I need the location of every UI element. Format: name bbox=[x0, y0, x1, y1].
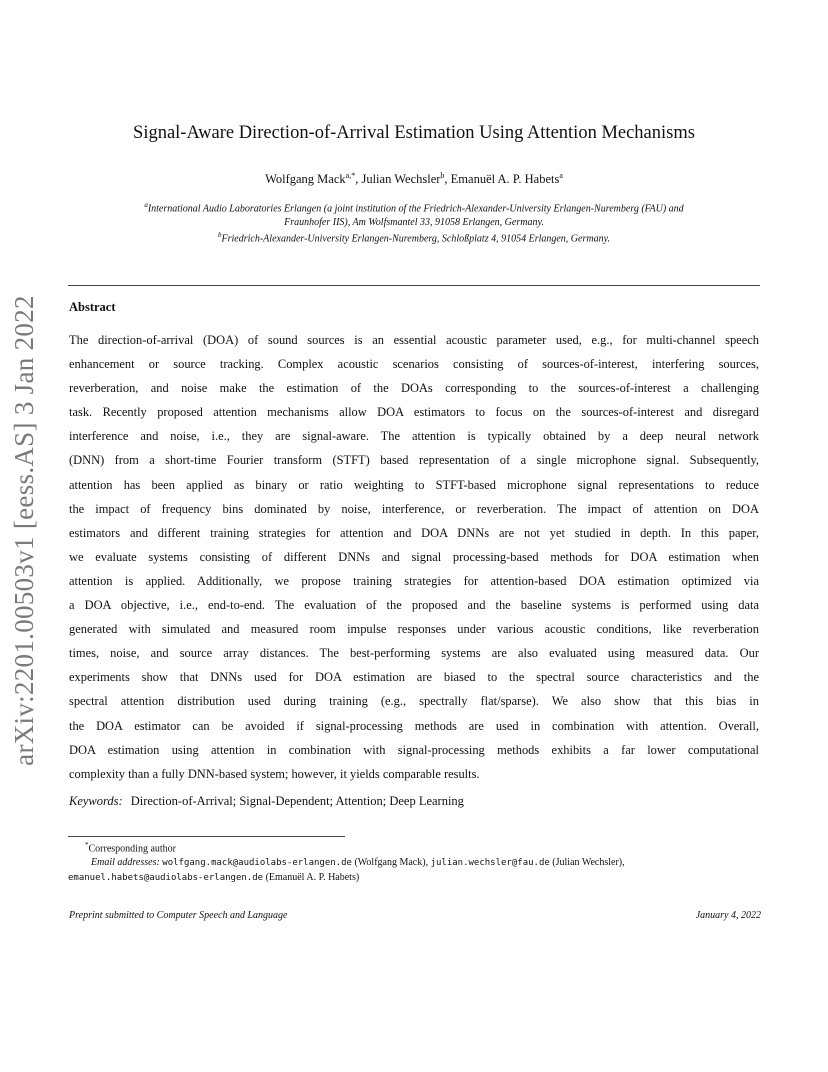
abstract-line: complexity than a fully DNN-based system; however, it yields comparable results. bbox=[69, 766, 480, 781]
author-mark: a bbox=[559, 171, 563, 180]
keywords-text: Direction-of-Arrival; Signal-Dependent; Attention; Deep Learning bbox=[130, 794, 464, 808]
preprint-note: Preprint submitted to Computer Speech and Language bbox=[69, 910, 288, 921]
arxiv-side-identifier bbox=[2, 290, 46, 770]
affiliation-b bbox=[68, 229, 760, 246]
abstract-line: experiments show that DNNs used for DOA estimation are biased to the spectral source characteristics and the bbox=[69, 670, 759, 685]
affiliation-line: International Audio Laboratories Erlangen (a joint institution of the Friedrich-Alexander-University Erlangen-Nuremberg (FAU) and bbox=[147, 203, 684, 215]
author-list: Wolfgang Mack$^{a,*}$, Julian Wechsler$^b$, Emanuël A. P. Habets$^a$ bbox=[265, 171, 563, 187]
author-name: Julian Wechsler bbox=[361, 172, 441, 187]
abstract-line: interference and noise, i.e., they are signal-aware. The attention is typically obtained by a deep neural network bbox=[69, 429, 759, 444]
affiliation-mark: a bbox=[144, 201, 148, 209]
footnote-mark: * bbox=[85, 841, 89, 849]
abstract-line: we evaluate systems consisting of different DNNs and signal processing-based methods for DOA estimation when bbox=[69, 549, 759, 564]
affiliation-a bbox=[68, 199, 760, 216]
corresponding-author-note bbox=[68, 839, 760, 856]
arxiv-id-text: arXiv:2201.00503v1 [eess.AS] 3 Jan 2022 bbox=[8, 294, 39, 766]
footnotes bbox=[68, 839, 760, 886]
affiliation-a-cont: Fraunhofer IIS), Am Wolfsmantel 33, 91058 Erlangen, Germany. bbox=[284, 216, 544, 228]
paper-title: Signal-Aware Direction-of-Arrival Estimation Using Attention Mechanisms bbox=[133, 123, 695, 143]
email-label: Email addresses: bbox=[91, 857, 160, 869]
abstract-line: enhancement or source tracking. Complex acoustic scenarios consisting of sources-of-interest, interfering sources, bbox=[69, 357, 759, 372]
email-line bbox=[68, 871, 760, 886]
affiliation-line: Friedrich-Alexander-University Erlangen-Nuremberg, Schloßplatz 4, 91054 Erlangen, Germany. bbox=[221, 233, 610, 245]
footnote-rule bbox=[68, 836, 345, 837]
preprint-date: January 4, 2022 bbox=[695, 910, 761, 921]
header-rule bbox=[68, 285, 760, 286]
email-owner: (Julian Wechsler), bbox=[549, 857, 625, 869]
abstract-line: task. Recently proposed attention mechanisms allow DOA estimators to focus on the sources-of-interest and disregard bbox=[69, 405, 759, 420]
email-link[interactable]: emanuel.habets@audiolabs-erlangen.de bbox=[68, 872, 264, 883]
author-name: Emanuël A. P. Habets bbox=[450, 172, 560, 187]
abstract-line: attention has been applied as binary or ratio weighting to STFT-based microphone signal representations to reduce bbox=[69, 477, 759, 492]
abstract-line: a DOA objective, i.e., end-to-end. The evaluation of the proposed and the baseline systems is performed using data bbox=[69, 598, 759, 613]
author-mark: a,* bbox=[345, 171, 356, 180]
email-link[interactable]: wolfgang.mack@audiolabs-erlangen.de bbox=[162, 858, 352, 869]
page-footer bbox=[69, 910, 761, 921]
email-owner: (Emanuël A. P. Habets) bbox=[263, 871, 360, 883]
author-name: Wolfgang Mack bbox=[265, 172, 346, 187]
abstract-line: spectral attention distribution used during training (e.g., spectrally flat/sparse). We also show that this bias in bbox=[69, 694, 759, 709]
affiliations bbox=[68, 199, 760, 246]
keywords-label: Keywords: bbox=[69, 794, 123, 808]
corresponding-text: Corresponding author bbox=[88, 843, 176, 855]
abstract-line: The direction-of-arrival (DOA) of sound sources is an essential acoustic parameter used, e.g., for multi-channel speech bbox=[69, 333, 759, 347]
abstract-line: DOA estimation using attention in combination with signal-processing methods exhibits a far lower computational bbox=[69, 742, 759, 757]
author-mark: b bbox=[440, 171, 445, 180]
abstract-line: (DNN) from a short-time Fourier transform (STFT) based representation of a single microphone signal. Subsequently, bbox=[69, 453, 759, 468]
abstract-body bbox=[69, 328, 759, 786]
affiliation-mark: b bbox=[218, 231, 222, 240]
abstract-line: generated with simulated and measured room impulse responses under various acoustic conditions, like reverberation bbox=[69, 622, 759, 637]
abstract-line: reverberation, and noise make the estimation of the DOAs corresponding to the sources-of-interest a challenging bbox=[69, 381, 759, 396]
abstract-line: attention is applied. Additionally, we propose training strategies for attention-based DOA estimation optimized via bbox=[69, 573, 759, 588]
abstract-line: estimators and different training strategies for attention and DOA DNNs are not yet studied in depth. In this paper, bbox=[69, 525, 759, 540]
abstract-line: times, noise, and source array distances. The best-performing systems are also evaluated using measured data. Our bbox=[69, 646, 759, 661]
keywords bbox=[69, 794, 464, 809]
abstract-line: the impact of frequency bins dominated by noise, interference, or reverberation. The impact of attention on DOA bbox=[69, 501, 759, 516]
email-link[interactable]: julian.wechsler@fau.de bbox=[430, 858, 550, 869]
email-owner: (Wolfgang Mack), bbox=[351, 857, 431, 869]
email-line bbox=[68, 856, 760, 871]
abstract-heading: Abstract bbox=[69, 300, 116, 314]
abstract-line: the DOA estimator can be avoided if signal-processing methods are used in combination with attention. Overall, bbox=[69, 718, 759, 733]
